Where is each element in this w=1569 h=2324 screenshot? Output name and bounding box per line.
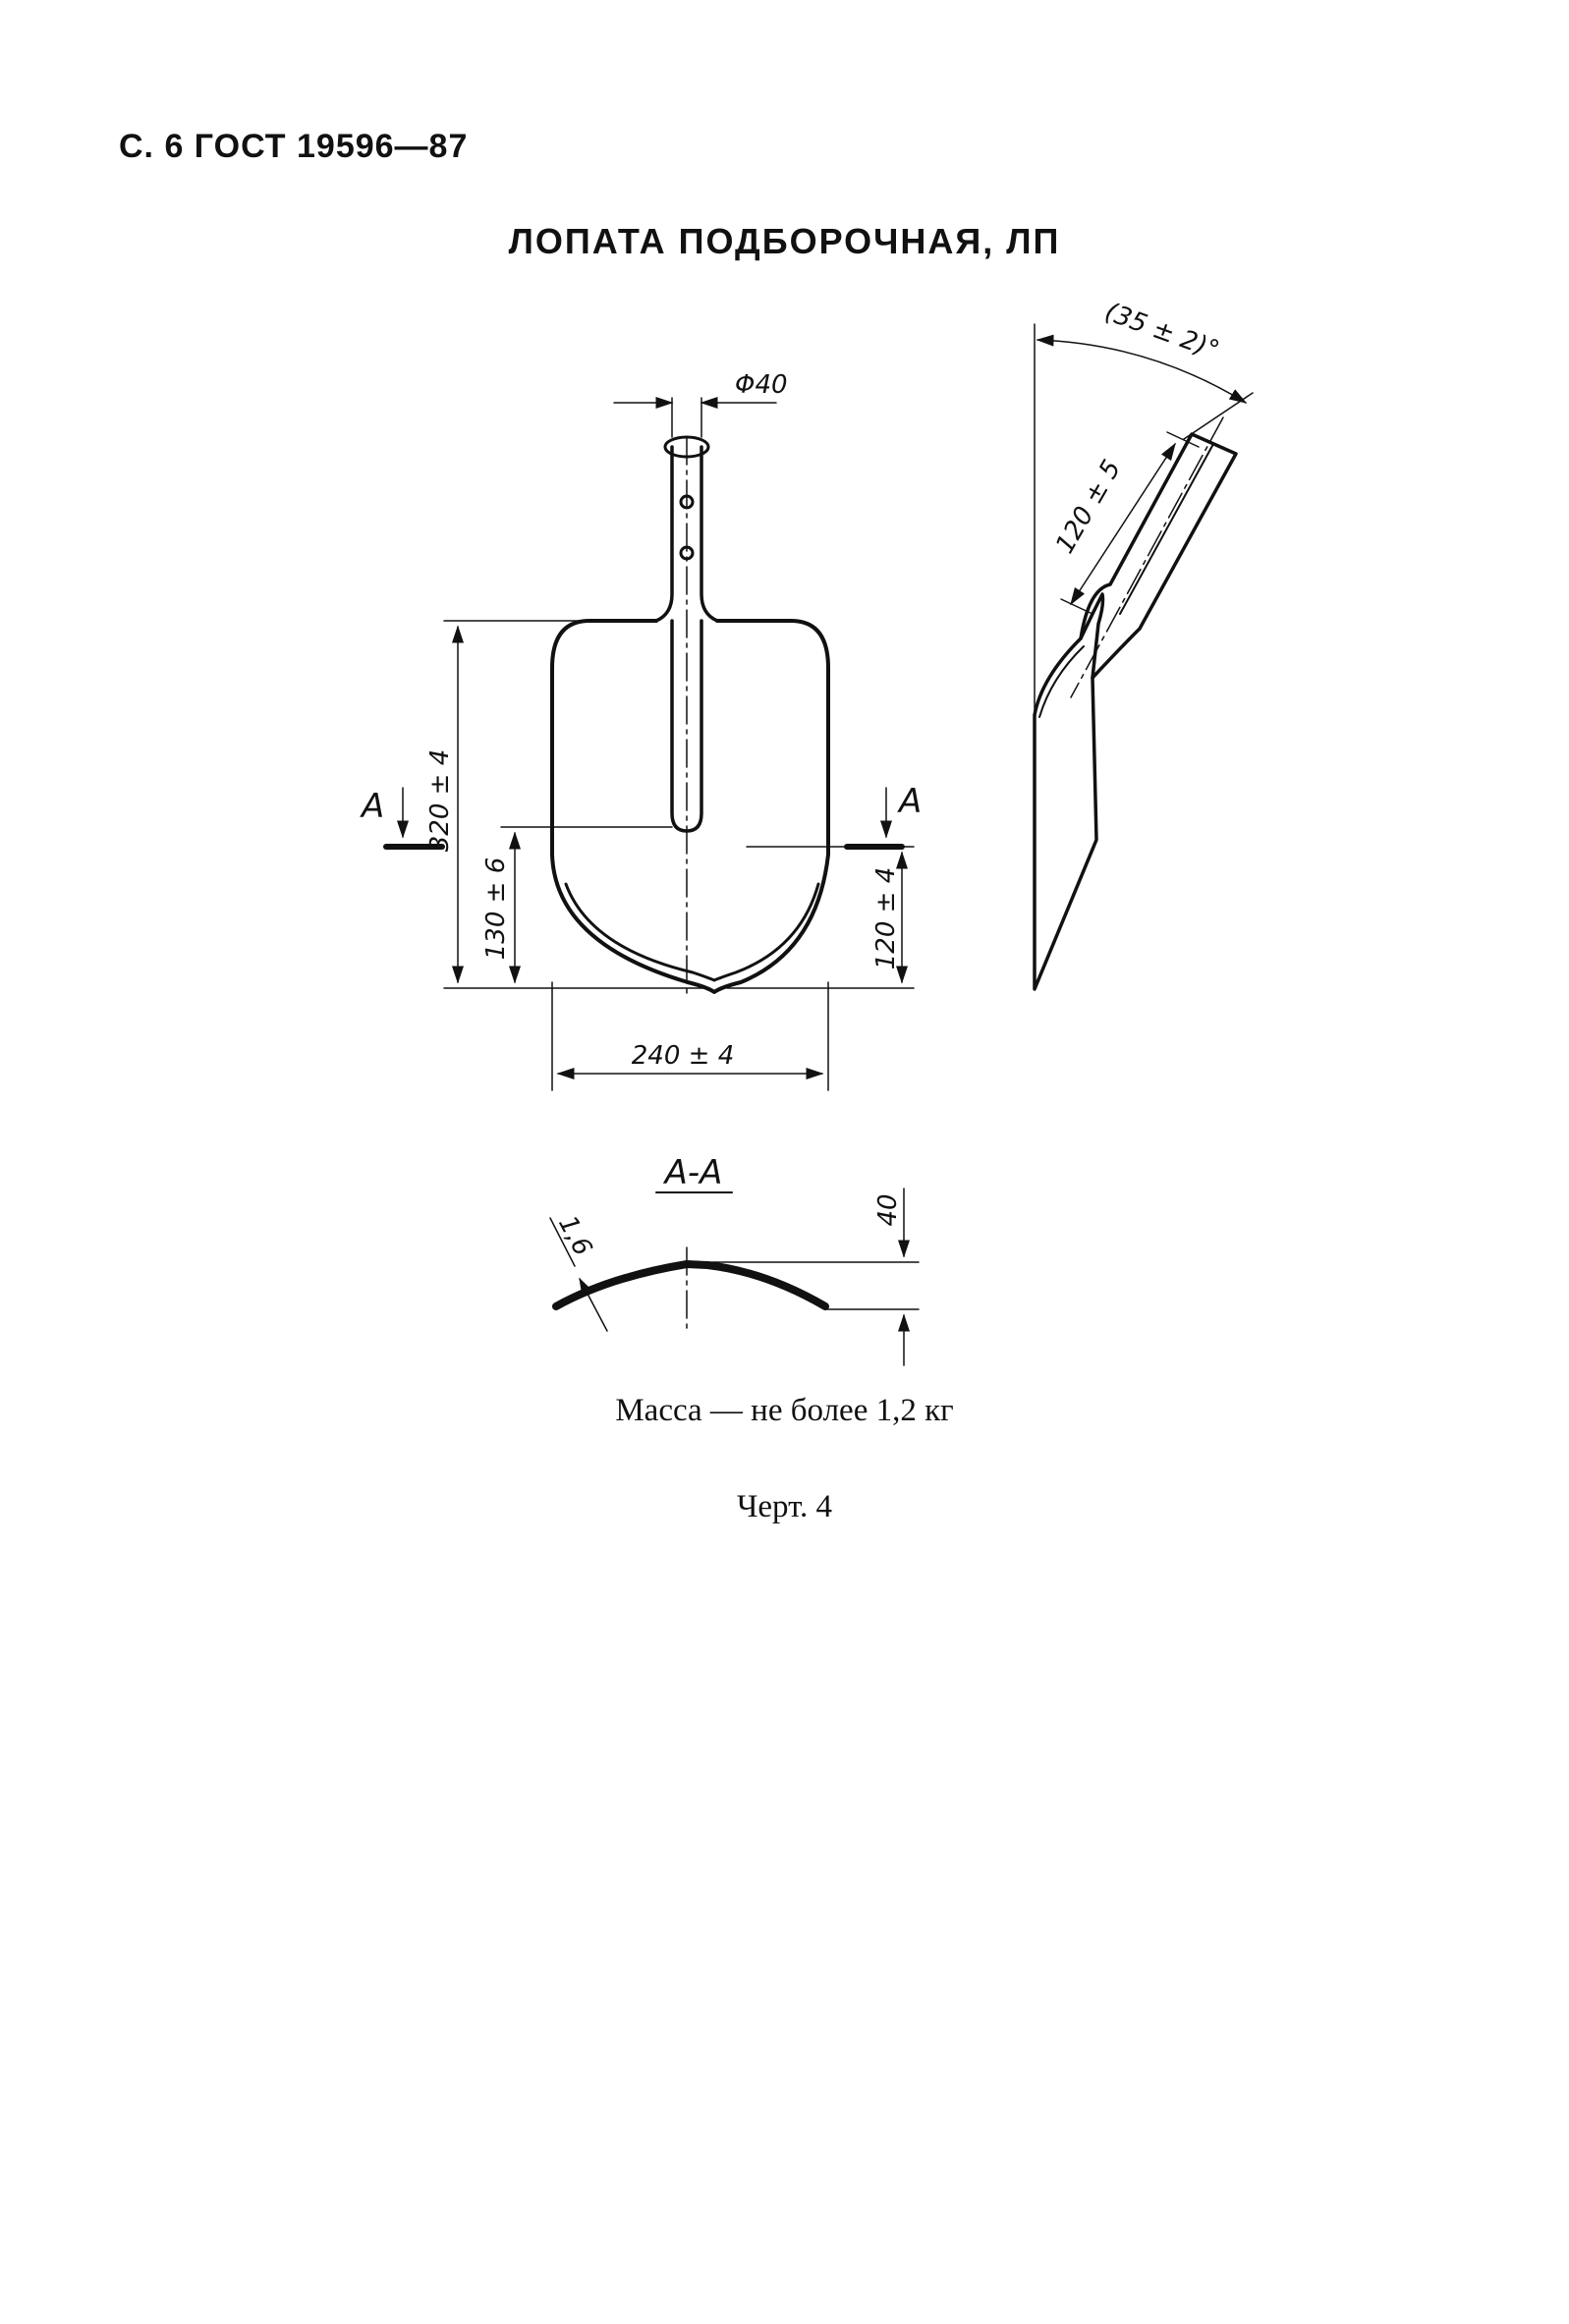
front-view (386, 398, 914, 1090)
blade-bevel (566, 884, 818, 980)
dim-lower-height: 130 ± 6 (481, 857, 511, 961)
page-header: С. 6 ГОСТ 19596—87 (119, 128, 469, 165)
figure-caption: Черт. 4 (736, 1489, 833, 1524)
page-title: ЛОПАТА ПОДБОРОЧНАЯ, ЛП (508, 221, 1061, 261)
dim-section-height: 120 ± 4 (871, 866, 901, 970)
dim-width: 240 ± 4 (631, 1041, 735, 1071)
dim-thickness: 1,6 (552, 1210, 598, 1261)
blade-outline (552, 621, 828, 992)
mass-note: Масса — не более 1,2 кг (615, 1393, 954, 1428)
section-mark-left: А (362, 787, 385, 826)
section-mark-right: А (899, 782, 923, 821)
dim-neck-length: 120 ± 5 (1049, 455, 1128, 559)
dim-handle-diameter: Φ40 (735, 370, 788, 400)
section-profile (556, 1264, 825, 1306)
section-aa (550, 1189, 919, 1365)
dim-angle: (35 ± 2)° (1100, 297, 1223, 366)
section-title: А-А (664, 1153, 723, 1192)
dim-total-height: 320 ± 4 (425, 748, 455, 853)
dim-section-depth: 40 (873, 1193, 903, 1227)
side-blade (1035, 594, 1103, 989)
side-view (1035, 324, 1253, 989)
